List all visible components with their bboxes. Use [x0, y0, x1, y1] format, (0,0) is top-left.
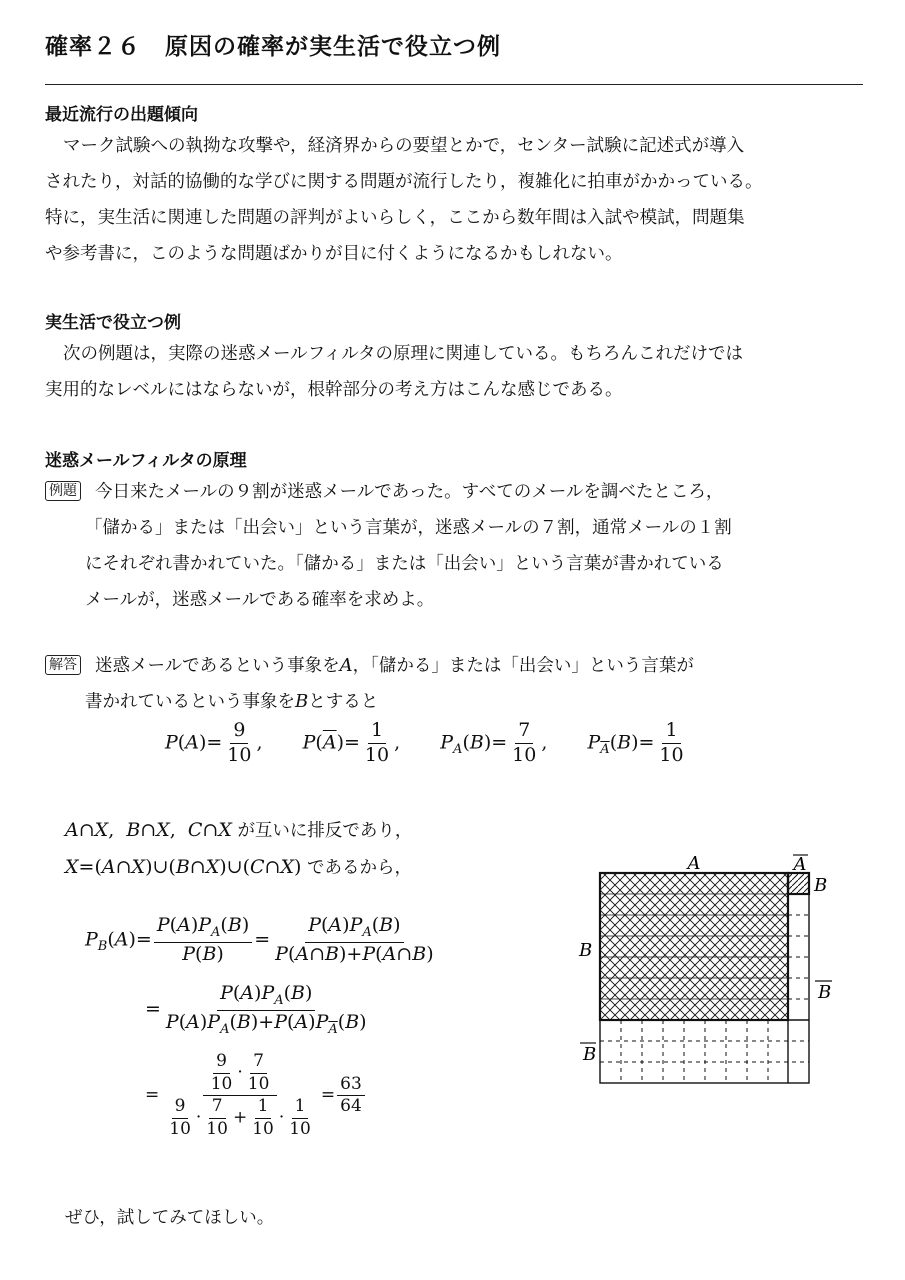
answer-text: とすると	[308, 692, 379, 712]
paragraph-line: マーク試験への執拗な攻撃や，経済界からの要望とかで，センター試験に記述式が導入	[63, 136, 745, 156]
example-problem	[45, 474, 732, 618]
section-heading-reallife: 実生活で役立つ例	[45, 313, 181, 333]
closing-note: ぜひ，試してみてほしい。	[65, 1208, 275, 1228]
paragraph-line: されたり，対話的協働的な学びに関する問題が流行したり，複雑化に拍車がかかっている。	[45, 172, 763, 192]
exclusivity-note: A∩X, B∩X, C∩X が互いに排反であり， X=(A∩X)∪(B∩X)∪(C∩X) であるから，	[65, 819, 413, 878]
answer-intro: 解答 迷惑メールであるという事象をA，「儲かる」または「出会い」という言葉が 書かれているという事象をBとすると	[45, 648, 694, 720]
paragraph-line: 次の例題は，実際の迷惑メールフィルタの原理に関連している。もちろんこれだけでは	[63, 344, 744, 364]
example-line: にそれぞれ書かれていた。「儲かる」または「出会い」という言葉が書かれている	[85, 554, 724, 574]
section-body-trend	[45, 128, 763, 272]
answer-text: 「儲かる」または「出会い」という言葉が	[370, 656, 694, 676]
example-line: メールが，迷惑メールである確率を求めよ。	[85, 590, 435, 610]
paragraph-line: 特に，実生活に関連した問題の評判がよいらしく，ここから数年間は入試や模試，問題集	[45, 208, 745, 228]
paragraph-line: 実用的なレベルにはならないが，根幹部分の考え方はこんな感じである。	[45, 380, 623, 400]
label-b-bar-right: B	[818, 982, 832, 1003]
given-probabilities: P(A)= $\frac{9}{10}$ , $P(\overline{A})=$ $\frac{1}{10}$ , $P_A(B)=$ $\frac{7}{10}$ , $P_{\overline{A}}(B)=$ $\frac{1}{10}$	[165, 719, 684, 766]
answer-tag: 解答	[45, 655, 81, 675]
title-rule	[45, 84, 863, 85]
page-title: 確率２６ 原因の確率が実生活で役立つ例	[45, 34, 501, 60]
label-a-bar: A	[793, 854, 807, 875]
bayes-step-3: = $\frac{9}{10}$ · $\frac{7}{10}$ $\frac{9}{10}$ · $\frac{7}{10}$ + $\frac{1}{10}$ · $\frac{1}{10}$ = $\frac{63}{64}$	[145, 1052, 367, 1139]
paragraph-line: や参考書に，このような問題ばかりが目に付くようになるかもしれない。	[45, 244, 623, 264]
note-text: であるから，	[306, 858, 412, 878]
example-line: 「儲かる」または「出会い」という言葉が，迷惑メールの７割，通常メールの１割	[85, 518, 732, 538]
label-b-left: B	[579, 940, 593, 961]
example-tag: 例題	[45, 481, 81, 501]
section-body-reallife	[45, 336, 743, 408]
section-heading-trend: 最近流行の出題傾向	[45, 105, 198, 125]
answer-text: 迷惑メールであるという事象を	[95, 656, 340, 676]
note-text: が互いに排反であり，	[237, 821, 413, 841]
label-b-right: B	[814, 875, 828, 896]
label-b-bar-left: B	[583, 1044, 597, 1065]
bayes-step-1: $P_B(A)=$ $\frac{P(A)P_A(B)}{P(B)}$ = $\frac{P(A)P_A(B)}{P(A\cap B)+P(\overline{A}\cap B)}$	[85, 914, 434, 965]
example-line: 今日来たメールの９割が迷惑メールであった。すべてのメールを調べたところ，	[95, 482, 724, 502]
region-abar-and-b	[788, 873, 809, 894]
bayes-step-2: = $\frac{P(A)P_A(B)}{P(A)P_A(B)+P(\overline{A})P_{\overline{A}}(B)}$	[145, 982, 367, 1037]
section-heading-filter: 迷惑メールフィルタの原理	[45, 451, 247, 471]
answer-text: 書かれているという事象を	[85, 692, 295, 712]
label-a: A	[687, 853, 701, 874]
probability-area-diagram	[570, 850, 840, 1100]
region-a-and-b	[600, 873, 788, 1020]
